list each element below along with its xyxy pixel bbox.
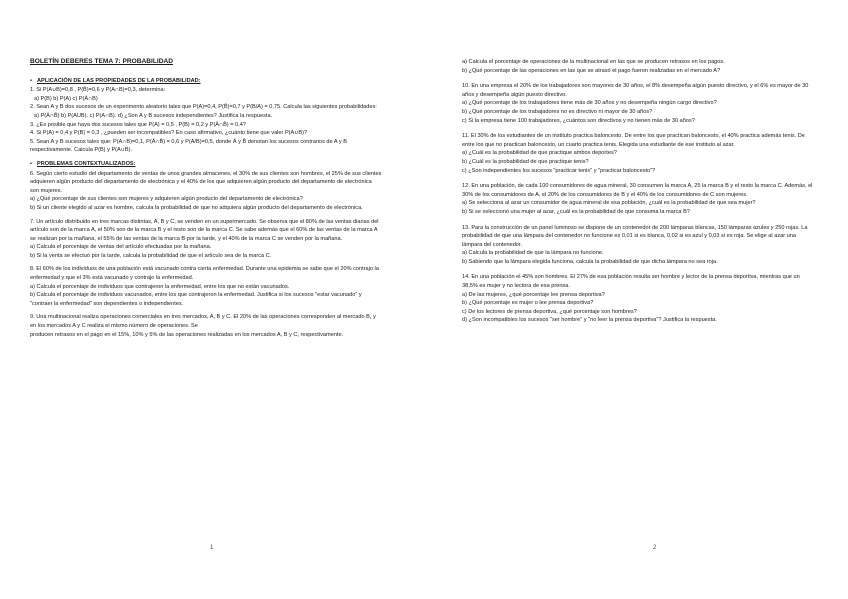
question-14b: b) ¿Qué porcentaje es mujer o lee prensa deportiva? bbox=[462, 300, 594, 307]
document-title: BOLETÍN DEBERES TEMA 7: PROBABILIDAD bbox=[30, 58, 173, 65]
page-1-content bbox=[30, 58, 382, 339]
question-12a: a) Se selecciona al azar un consumidor de agua mineral de esa población, ¿cuál es la probabilidad de que sea mujer? bbox=[462, 200, 756, 207]
bullet-icon: • bbox=[30, 160, 32, 167]
question-6a: a) ¿Qué porcentaje de sus clientes son mujeres y adquieren algún producto del departamento de electrónica? bbox=[30, 196, 303, 203]
question-10c: c) Si la empresa tiene 100 trabajadores, ¿cuántos son directivos y no tienen más de 30 años? bbox=[462, 117, 695, 124]
question-11c: c) ¿Son independientes los sucesos "practicar tenis" y "practicar baloncesto"? bbox=[462, 167, 656, 174]
page-number: 2 bbox=[653, 545, 657, 551]
question-11: 11. El 30% de los estudiantes de un instituto practica baloncesto. De entre los que practican baloncesto, el 40% practica además tenis. De entre los que no practican baloncesto, un cuarto practica tenis. Elegida una estudiante de ese instituto al azar. bbox=[462, 133, 805, 148]
question-7: 7. Un artículo distribuido en tres marcas distintas, A, B y C, se venden en un supermercado. Se observa que el 80% de las ventas diarias del artículo son de la marca A, el 50% son de la marca B y el resto son de la marca C. Se sabe además que el 60% de las ventas de la marca A se realizan por la mañana, el 55% de las ventas de la marca B por la tarde, y el 40% de la marca C se venden por la mañana. bbox=[30, 218, 379, 242]
section-heading-text: PROBLEMAS CONTEXTUALIZADOS: bbox=[37, 160, 136, 167]
question-7a: a) Calcula el porcentaje de ventas del artículo efectuadas por la mañana. bbox=[30, 244, 212, 251]
question-6: 6. Según cierto estudio del departamento de ventas de unos grandes almacenes, el 30% de sus clientes son hombres, el 25% de sus clientes adquieren algún producto del departamento de electrónica y el 40% de los que adquieren algún producto del departamento de electrónica son mujeres. bbox=[30, 170, 382, 194]
spacer bbox=[462, 217, 814, 224]
spacer bbox=[462, 75, 814, 82]
question-6b: b) Si un cliente elegido al azar es hombre, calcula la probabilidad de que no adquiera algún producto del departamento de electrónica. bbox=[30, 204, 363, 211]
question-14c: c) De los lectores de prensa deportiva, ¿qué porcentaje son hombres? bbox=[462, 308, 637, 315]
question-12b: b) Si se seleccionó una mujer al azar, ¿cuál es la probabilidad de que consuma la marca B? bbox=[462, 208, 690, 215]
question-10: 10. En una empresa el 20% de los trabajadores son mayores de 30 años, el 8% desempeña algún puesto directivo, y el 6% es mayor de 30 años y desempeña algún puesto directivo. bbox=[462, 83, 809, 98]
question-8: 8. El 60% de los individuos de una población está vacunado contra cierta enfermedad. Durante una epidemia se sabe que el 20% contrajo la enfermedad y que el 3% está vacunado y contrajo la enfermedad. bbox=[30, 266, 379, 282]
question-3: 3. ¿Es posible que haya dos sucesos tales que P(A) = 0,5 , P(B) = 0,2 y P(Ā∩B̄) = 0,4? bbox=[30, 121, 246, 128]
question-13b: b) Sabiendo que la lámpara elegida funciona, calcula la probabilidad de que dicha lámpara no sea roja. bbox=[462, 258, 718, 265]
question-10a: a) ¿Qué porcentaje de los trabajadores tiene más de 30 años y no desempeña ningún cargo directivo? bbox=[462, 100, 717, 107]
question-8b: b) Calcula el porcentaje de individuos vacunados, entre los que contrajeron la enfermedad. Justifica si los sucesos "estar vacunado" y "contraer la enfermedad" son dependientes o independientes. bbox=[30, 292, 362, 307]
question-2-parts: a) P(Ā∩B̄) b) P(AUB). c) P(A∩B). d) ¿Son A y B sucesos independientes? Justifica la respuesta. bbox=[34, 112, 273, 119]
question-1-parts: a) P(B) b) P(A) c) P(Ā∩B) bbox=[34, 95, 98, 102]
question-14a: a) De las mujeres, ¿qué porcentaje lee prensa deportiva? bbox=[462, 291, 605, 298]
question-2: 2. Sean A y B dos sucesos de un experimento aleatorio tales que P(A)=0,4, P(B̄)=0,7 y P(B/A) = 0,75. Calcula las siguientes probabilidades: bbox=[30, 104, 377, 111]
question-1: 1. Si P(A∪B)=0,8 , P(B̄)=0,6 y P(A∩B)=0,3, determina: bbox=[30, 87, 166, 94]
question-9: 9. Una multinacional realiza operaciones comerciales en tres mercados, A, B y C. El 20% de las operaciones corresponden al mercado B, y en los mercados A y C realiza el mismo número de operaciones. Se bbox=[30, 314, 376, 330]
question-12: 12. En una población, de cada 100 consumidores de agua mineral, 30 consumen la marca A, 25 la marca B y el resto la marca C. Además, el 30% de los consumidores de A, el 20% de los consumidores de B y el 40% de los consumidores de C son mujeres. bbox=[462, 183, 813, 198]
question-13: 13. Para la construcción de un panel luminoso se dispone de un contenedor de 200 lámparas blancas, 150 lámparas azules y 250 rojas. La probabilidad de que una lámpara del contenedor no funcione es 0,01 si es blanca, 0,02 si es azul y 0,03 si es roja. Se elige al azar una lámpara del contenedor. bbox=[462, 224, 808, 248]
question-5: 5. Sean A y B sucesos tales que: P(A∩B)=0,1, P(Ā∩B̄) = 0,6 y P(A/B)=0,5, donde Ā y B̄ denotan los sucesos contrarios de A y B respectivamente. Calcula P(B) y P(A∪B). bbox=[30, 138, 347, 154]
section-heading-properties bbox=[30, 77, 382, 86]
question-14d: d) ¿Son incompatibles los sucesos "ser hombre" y "no leer la prensa deportiva"? Justifica la respuesta. bbox=[462, 317, 717, 324]
question-10b: b) ¿Qué porcentaje de los trabajadores no es directivo ni mayor de 30 años? bbox=[462, 108, 653, 115]
question-9b: b) ¿Qué porcentaje de las operaciones en las que se atrasó el pago fueron realizadas en el mercado A? bbox=[462, 67, 721, 74]
question-11a: a) ¿Cuál es la probabilidad de que practique ambos deportes? bbox=[462, 150, 617, 157]
section-heading-text: APLICACIÓN DE LAS PROPIEDADES DE LA PROBABILIDAD: bbox=[37, 77, 201, 84]
spacer bbox=[462, 175, 814, 182]
question-14: 14. En una población el 45% son hombres. El 27% de esa población resulta ser hombre y lector de la prensa deportiva, mientras que un 38,5% es mujer y no lectora de esa prensa. bbox=[462, 274, 800, 290]
page-2 bbox=[424, 0, 848, 599]
bullet-icon: • bbox=[30, 77, 32, 84]
page-2-content bbox=[462, 58, 814, 325]
page-number: 1 bbox=[210, 545, 214, 551]
question-13a: a) Calcula la probabilidad de que la lámpara no funcione. bbox=[462, 250, 604, 257]
question-9-continued: producen retrasos en el pago en el 15%, 10% y 5% de las operaciones realizadas en los mercados A, B y C, respectivamente. bbox=[30, 331, 344, 338]
question-4: 4. Si P(A) = 0,4 y P(B) = 0,3 , ¿pueden ser incompatibles? En caso afirmativo, ¿cuánto tiene que valer P(A∪B)? bbox=[30, 130, 308, 137]
question-9a: a) Calcula el porcentaje de operaciones de la multinacional en las que se producen retrasos en los pagos. bbox=[462, 59, 725, 65]
spacer bbox=[462, 266, 814, 273]
question-7b: b) Si la venta se efectuó por la tarde, calcula la probabilidad de que el artículo sea de la marca C. bbox=[30, 252, 272, 259]
question-8a: a) Calcula el porcentaje de individuos que contrajeron la enfermedad, entre los que no están vacunados. bbox=[30, 283, 290, 290]
section-heading-problems bbox=[30, 160, 382, 169]
question-11b: b) ¿Cuál es la probabilidad de que practique tenis? bbox=[462, 158, 589, 165]
spacer bbox=[462, 125, 814, 132]
